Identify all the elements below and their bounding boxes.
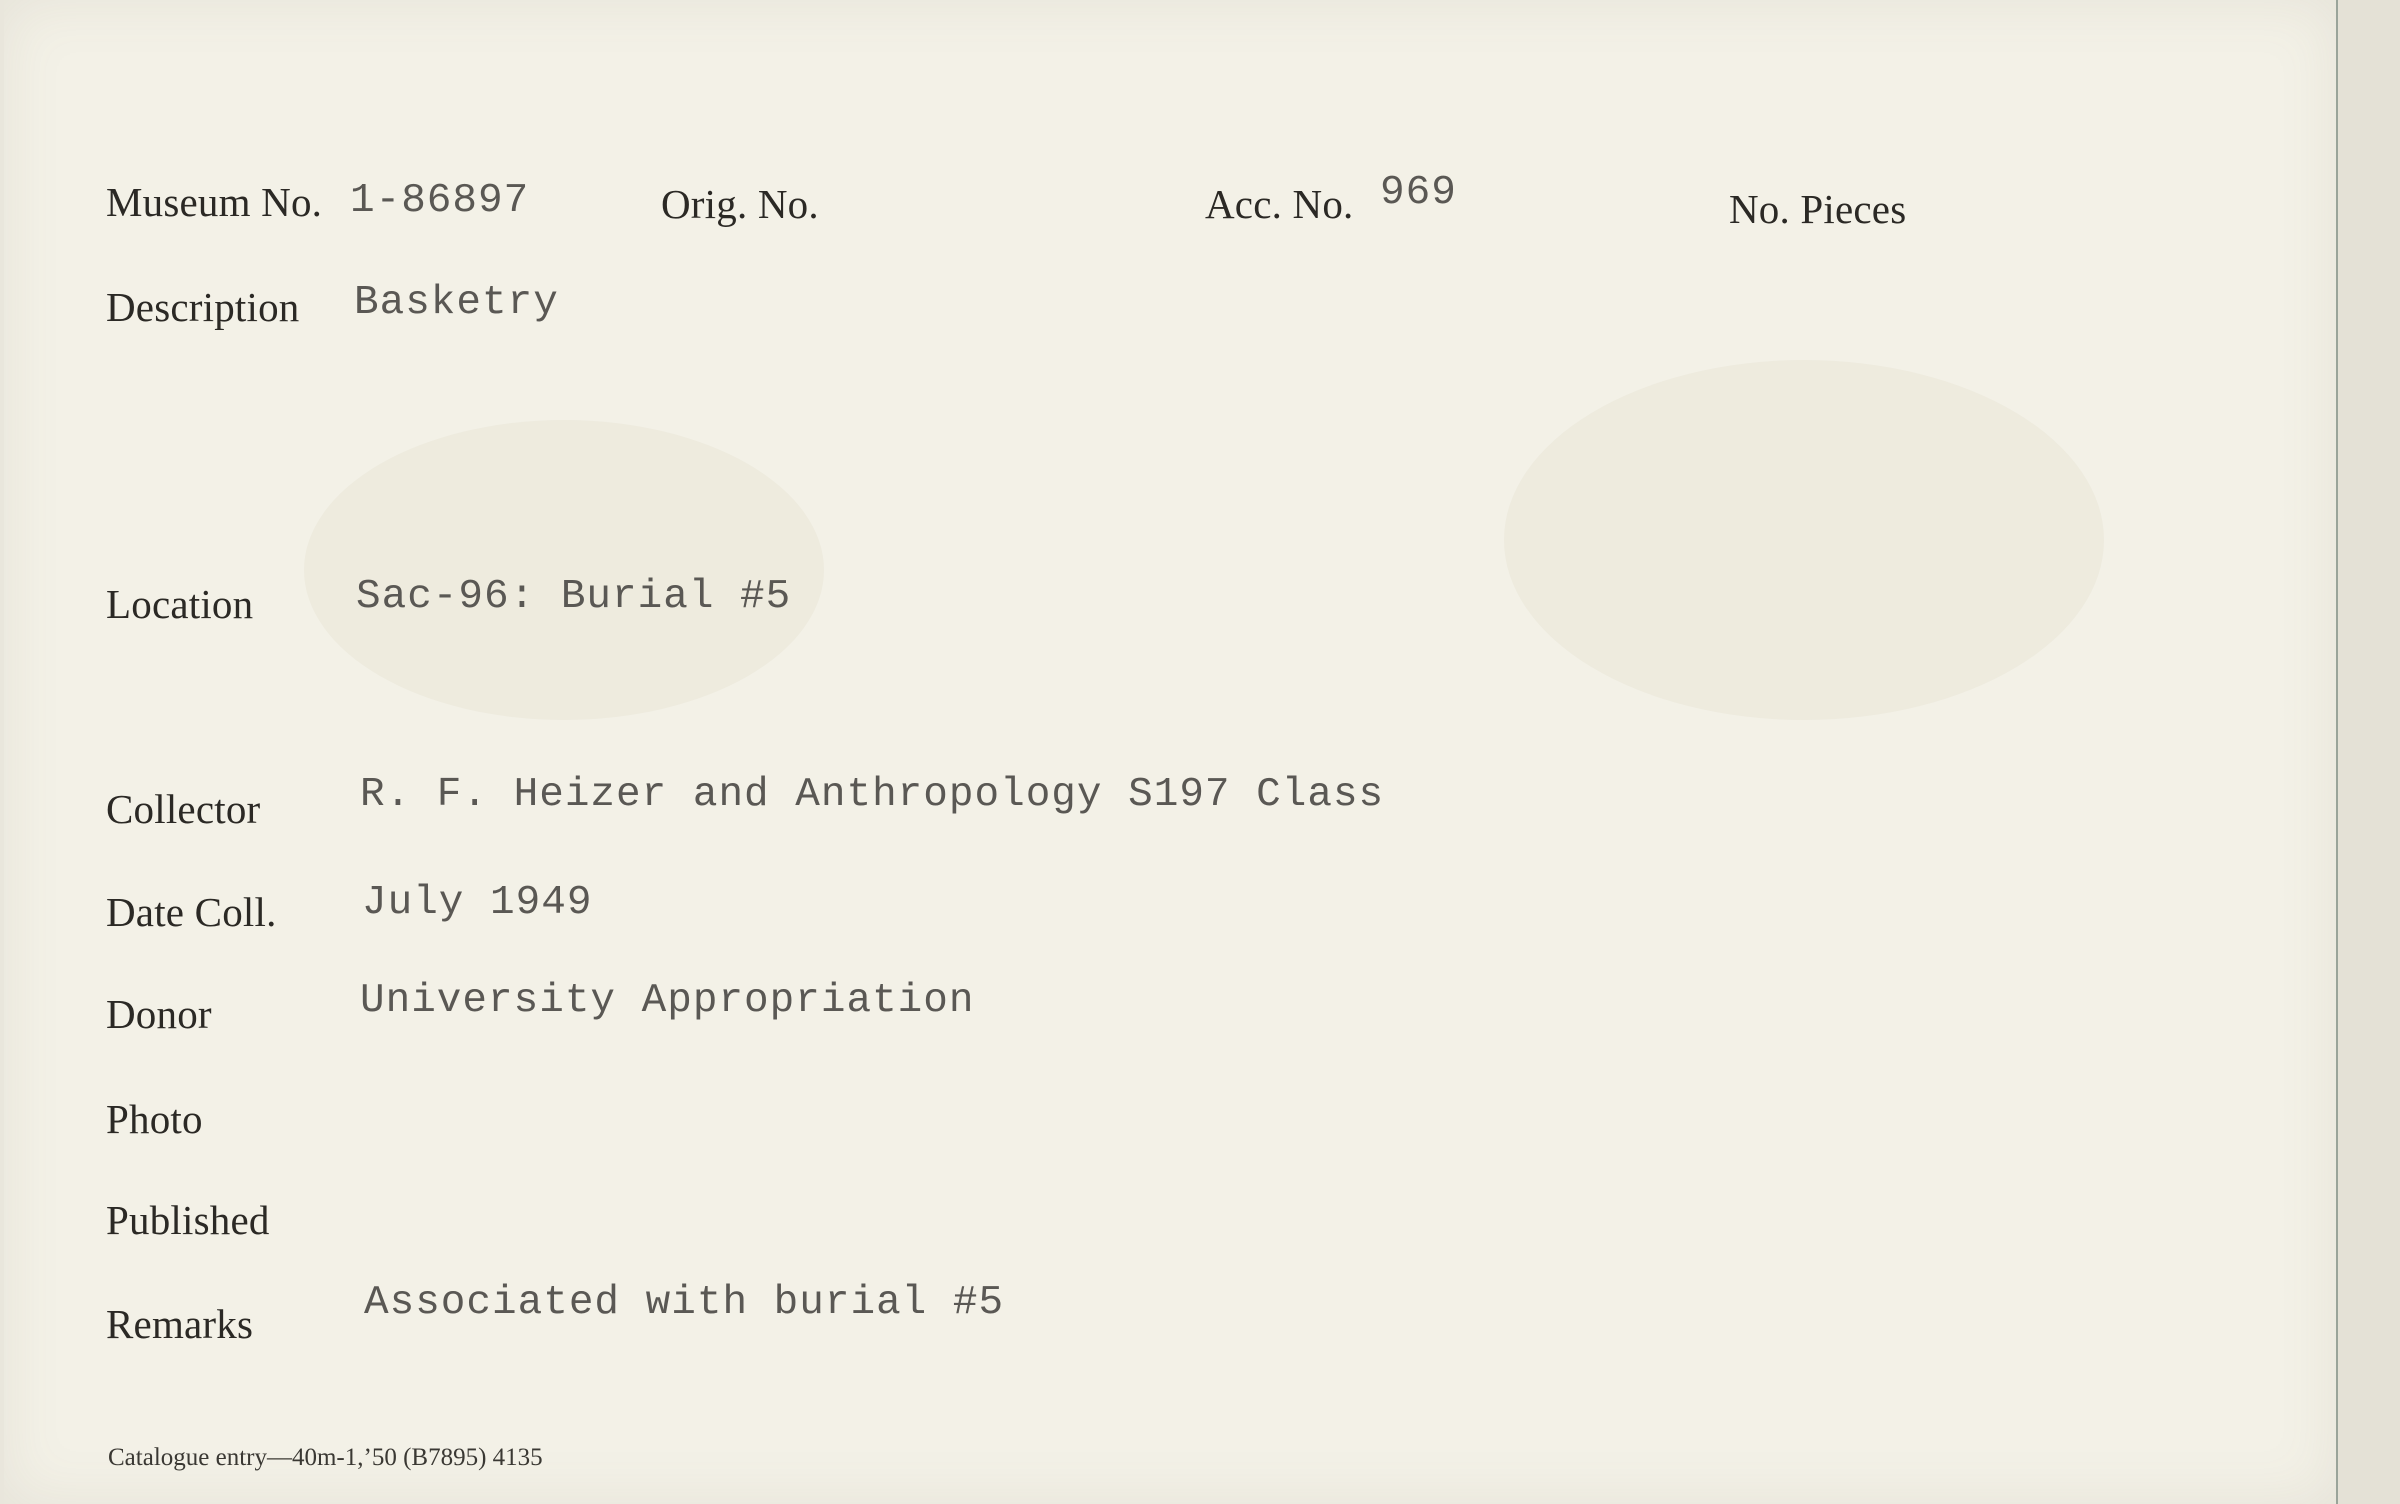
photo-label: Photo	[106, 1096, 203, 1142]
remarks-value: Associated with burial #5	[364, 1280, 1005, 1326]
published-label: Published	[106, 1197, 270, 1243]
description-value: Basketry	[354, 280, 559, 326]
paper-stain	[304, 420, 824, 720]
catalogue-card	[4, 0, 2336, 1504]
date-coll-label: Date Coll.	[106, 889, 277, 935]
acc-no-value: 969	[1380, 170, 1457, 216]
collector-value: R. F. Heizer and Anthropology S197 Class	[360, 772, 1385, 818]
remarks-label: Remarks	[106, 1301, 254, 1347]
description-label: Description	[106, 284, 300, 330]
donor-value: University Appropriation	[360, 978, 975, 1024]
catalogue-entry-footer: Catalogue entry—40m-1,’50 (B7895) 4135	[108, 1444, 543, 1471]
museum-no-label: Museum No.	[106, 179, 323, 225]
orig-no-label: Orig. No.	[661, 181, 819, 227]
date-coll-value: July 1949	[362, 880, 593, 926]
location-value: Sac-96: Burial #5	[356, 574, 792, 620]
museum-no-value: 1-86897	[350, 178, 530, 224]
donor-label: Donor	[106, 991, 212, 1037]
location-label: Location	[106, 581, 254, 627]
card-right-edge	[2336, 0, 2400, 1504]
collector-label: Collector	[106, 786, 261, 832]
no-pieces-label: No. Pieces	[1729, 186, 1907, 232]
acc-no-label: Acc. No.	[1205, 181, 1354, 227]
paper-stain	[1504, 360, 2104, 720]
